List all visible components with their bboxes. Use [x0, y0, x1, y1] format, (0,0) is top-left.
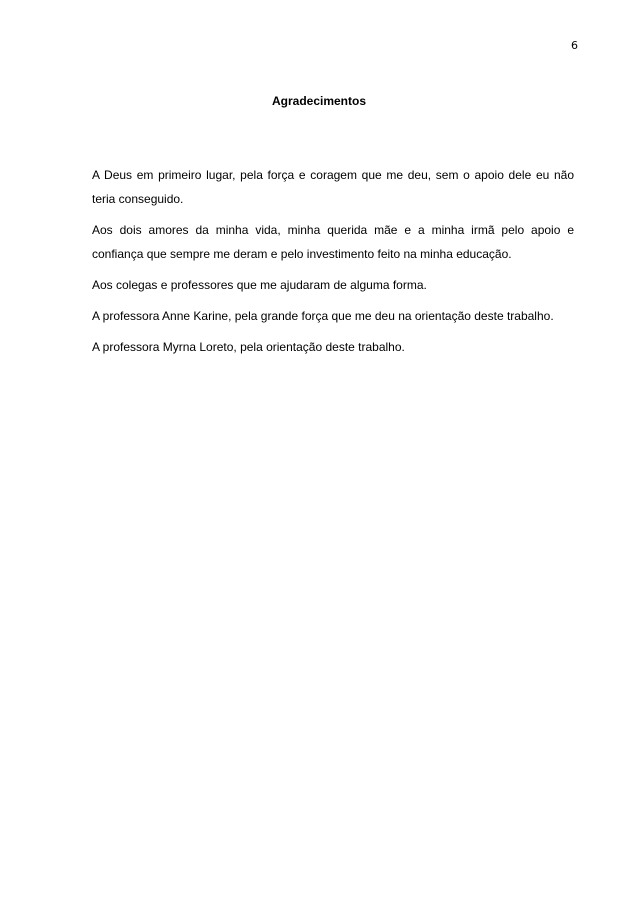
paragraph: A professora Anne Karine, pela grande força que me deu na orientação deste trabalho. — [92, 309, 554, 323]
section-title: Agradecimentos — [271, 94, 367, 108]
acknowledgments-body — [92, 163, 574, 366]
paragraph: Aos colegas e professores que me ajudaram de alguma forma. — [92, 278, 427, 292]
paragraph: A professora Myrna Loreto, pela orientação deste trabalho. — [92, 340, 405, 354]
page-number: 6 — [571, 39, 578, 52]
paragraph: A Deus em primeiro lugar, pela força e coragem que me deu, sem o apoio dele eu não teria conseguido. — [92, 168, 574, 206]
paragraph: Aos dois amores da minha vida, minha querida mãe e a minha irmã pelo apoio e confiança que sempre me deram e pelo investimento feito na minha educação. — [92, 223, 574, 261]
